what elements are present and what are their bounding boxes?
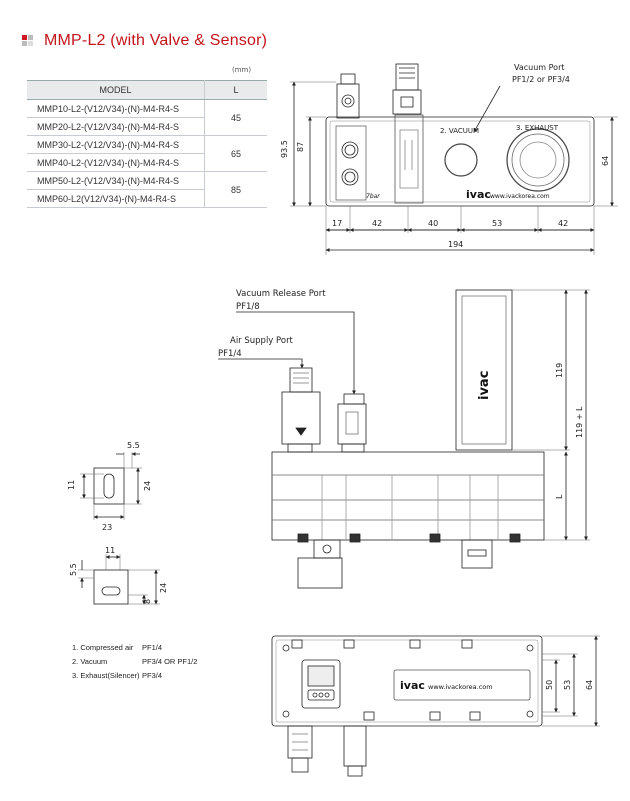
list-item [72, 671, 197, 685]
exhaust-label: 3. EXHAUST [516, 124, 559, 132]
list-item [72, 643, 197, 657]
small-b-left-dim: 5.5 [69, 563, 78, 576]
note-label: 2. Vacuum [72, 657, 108, 666]
dim-lower: L [555, 494, 564, 499]
small-view-a [67, 441, 152, 532]
bottom-dim-2: 53 [563, 679, 572, 690]
front-view [218, 289, 590, 588]
bottom-dim-3: 64 [585, 679, 594, 690]
port-callout-1: Vacuum Port [514, 63, 565, 72]
model-cell: MMP20-L2-(V12/V34)-(N)-M4-R4-S [27, 118, 205, 136]
top-view [280, 63, 618, 255]
port-notes [72, 643, 197, 685]
model-cell: MMP40-L2-(V12/V34)-(N)-M4-R4-S [27, 154, 205, 172]
page-title: MMP-L2 (with Valve & Sensor) [44, 32, 268, 49]
bottom-dim-1: 50 [545, 679, 554, 690]
note-value: PF3/4 [142, 671, 163, 680]
dim-bottom-3: 40 [428, 219, 439, 228]
vacuum-label: 2. VACUUM [440, 127, 480, 135]
vacuum-release-label: Vacuum Release Port [236, 289, 326, 299]
small-b-right2-dim: 8 [143, 598, 152, 604]
length-cell: 65 [205, 136, 268, 172]
model-cell: MMP50-L2-(V12/V34)-(N)-M4-R4-S [27, 172, 205, 190]
col-l-header: L [205, 81, 268, 100]
dim-body-height: 87 [296, 141, 305, 152]
list-item [72, 657, 197, 671]
air-supply-label: Air Supply Port [230, 336, 293, 346]
vacuum-release-thread: PF1/8 [236, 302, 260, 312]
model-cell: MMP60-L2(V12/V34)-(N)-M4-R4-S [27, 190, 205, 208]
dim-total-width: 194 [448, 240, 464, 249]
air-supply-thread: PF1/4 [218, 349, 242, 359]
small-a-right-dim: 24 [143, 480, 152, 491]
dim-right: 64 [601, 155, 610, 166]
col-model-header: MODEL [27, 81, 205, 100]
length-cell: 85 [205, 172, 268, 208]
dim-bottom-4: 53 [492, 219, 503, 228]
small-a-bottom-dim: 23 [102, 523, 113, 532]
brand-label: ivac [466, 188, 491, 201]
website-label: www.ivackorea.com [490, 193, 550, 200]
note-value: PF1/4 [142, 643, 163, 652]
unit-label: (mm) [232, 66, 252, 74]
length-cell: 45 [205, 100, 268, 136]
note-label: 1. Compressed air [72, 643, 134, 652]
bottom-website-label: www.ivackorea.com [428, 683, 493, 691]
small-b-right-dim: 24 [159, 582, 168, 593]
note-value: PF3/4 OR PF1/2 [142, 657, 198, 666]
dim-bottom-1: 17 [332, 219, 343, 228]
model-cell: MMP30-L2-(V12/V34)-(N)-M4-R4-S [27, 136, 205, 154]
front-brand-label: ivac [477, 370, 492, 400]
dim-bottom-5: 42 [558, 219, 569, 228]
small-b-top-dim: 11 [105, 546, 116, 555]
small-a-top-dim: 5.5 [127, 441, 140, 450]
dim-total: 119 + L [575, 406, 584, 438]
bottom-view [272, 636, 600, 776]
gauge-label: 7bar [366, 193, 380, 200]
dim-upper: 119 [555, 362, 564, 378]
port-callout-2: PF1/2 or PF3/4 [512, 75, 570, 84]
dim-bottom-2: 42 [372, 219, 383, 228]
dim-total-height: 93.5 [280, 140, 289, 158]
bottom-brand-label: ivac [400, 679, 425, 692]
model-cell: MMP10-L2-(V12/V34)-(N)-M4-R4-S [27, 100, 205, 118]
small-view-b [69, 546, 168, 604]
small-a-left-dim: 11 [67, 479, 76, 490]
note-label: 3. Exhaust(Silencer) [72, 671, 140, 680]
